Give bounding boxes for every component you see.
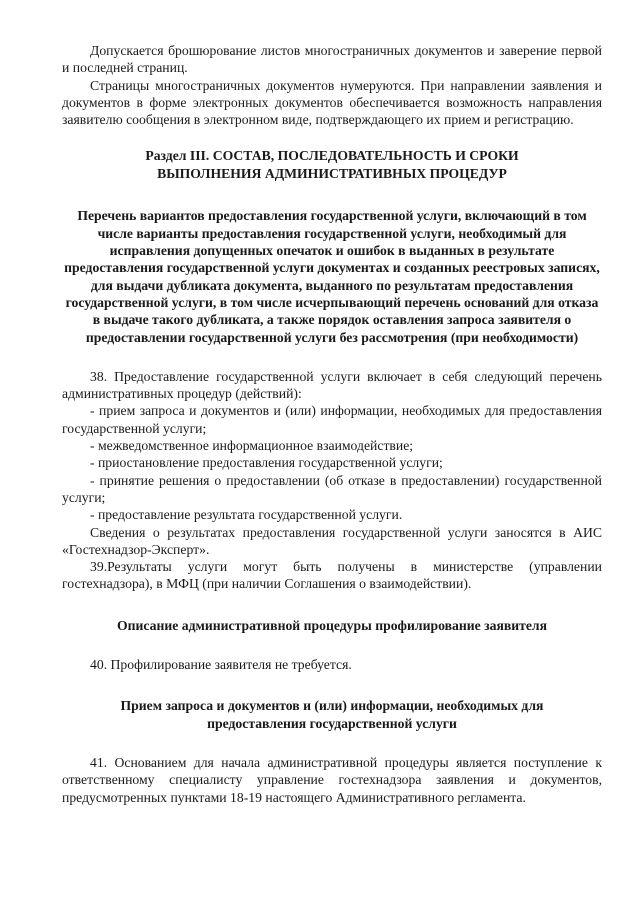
paragraph-numbering: Страницы многостраничных документов нумеруются. При направлении заявления и документов в форме электронных документов обеспечивается возможность направления заявителю сообщения в электронном виде, подтверждающего их прием и регистрацию.	[62, 77, 602, 128]
profiling-heading: Описание административной процедуры профилирование заявителя	[116, 617, 548, 633]
section-title: Раздел III. СОСТАВ, ПОСЛЕДОВАТЕЛЬНОСТЬ И СРОКИ ВЫПОЛНЕНИЯ АДМИНИСТРАТИВНЫХ ПРОЦЕДУР	[145, 148, 519, 182]
list-item: - приостановление предоставления государственной услуги;	[90, 455, 443, 471]
list-item: - предоставление результата государственной услуги.	[90, 507, 403, 523]
list-item: - принятие решения о предоставлении (об отказе в предоставлении) государственной услуги;	[62, 472, 602, 505]
paragraph-ais: Сведения о результатах предоставления государственной услуги заносятся в АИС «Гостехнадзор-Эксперт».	[62, 524, 602, 557]
paragraph-39: 39.Результаты услуги могут быть получены в министерстве (управлении гостехнадзора), в МФЦ (при наличии Соглашения о взаимодействии).	[62, 559, 602, 592]
paragraph-38: 38. Предоставление государственной услуги включает в себя следующий перечень административных процедур (действий):	[62, 368, 602, 402]
list-item: - прием запроса и документов и (или) информации, необходимых для предоставления государственной услуги;	[62, 403, 602, 436]
variants-heading: Перечень вариантов предоставления государственной услуги, включающий в том числе варианты предоставления государственной услуги, необходимый для исправления допущенных опечаток и ошибок в выданных в результате предоставления государственной услуги документах и созданных реестровых записях, для выдачи дубликата документа, выданного по результатам предоставления государственной услуги, в том числе исчерпывающий перечень оснований для отказа в выдаче такого дубликата, а также порядок оставления запроса заявителя о предоставлении государственной услуги без рассмотрения (при необходимости)	[64, 208, 600, 345]
paragraph-binding: Допускается брошюрование листов многостраничных документов и заверение первой и последней страниц.	[62, 43, 602, 76]
document-page	[62, 42, 602, 806]
paragraph-41: 41. Основанием для начала административной процедуры является поступление к ответственному специалисту управление гостехнадзора заявления и документов, предусмотренных пунктами 18-19 настоящего Административного регламента.	[62, 754, 602, 805]
list-item: - межведомственное информационное взаимодействие;	[90, 438, 414, 454]
paragraph-40: 40. Профилирование заявителя не требуется.	[90, 657, 352, 673]
reception-heading: Прием запроса и документов и (или) информации, необходимых для предоставления государственной услуги	[120, 698, 544, 731]
